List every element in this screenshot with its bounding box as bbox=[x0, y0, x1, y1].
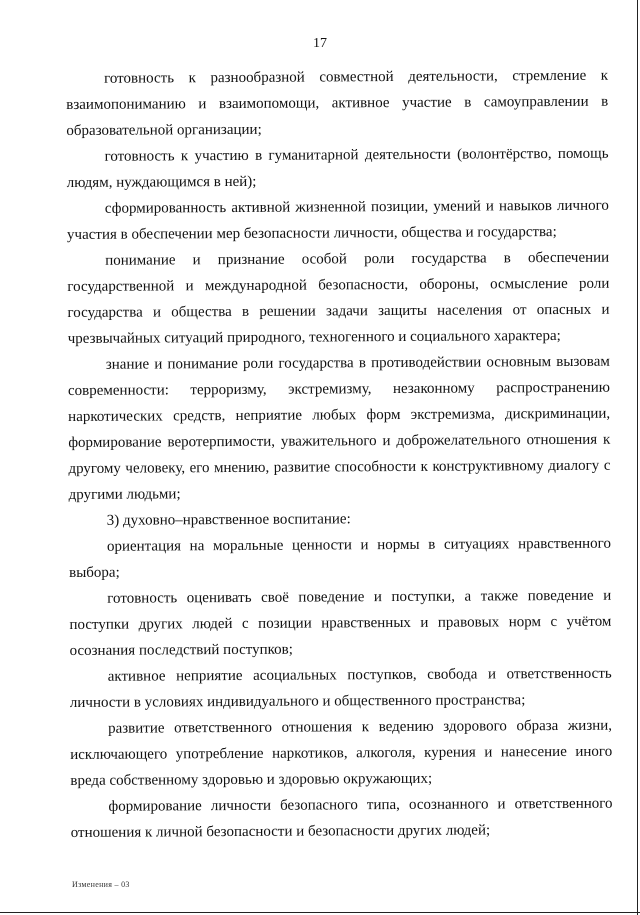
page-number: 17 bbox=[313, 36, 327, 51]
paragraph: готовность к разнообразной совместной деятельности, стремление к взаимопониманию и взаимопомощи, активное участие в самоуправлении в образовательной организации; bbox=[66, 67, 609, 139]
paragraph: активное неприятие асоциальных поступков, свобода и ответственность личности в условиях индивидуального и общественного пространства; bbox=[69, 665, 612, 711]
scan-edge-right bbox=[637, 0, 638, 915]
paragraph: сформированность активной жизненной позиции, умений и навыков личного участия в обеспечении мер безопасности личности, общества и государства; bbox=[66, 197, 609, 243]
paragraph: понимание и признание особой роли государства в обеспечении государственной и международной безопасности, обороны, осмысление роли государства и общества в решении задачи защиты населения от опасных и чрезвычайных ситуаций природного, техногенного и социального характера; bbox=[67, 249, 610, 347]
paragraph: знание и понимание роли государства в противодействии основным вызовам современности: терроризму, экстремизму, незаконному распространению наркотических средств, неприятие любых форм экстремизма, дискриминации, формирование веротерпимости, уважительного и доброжелательного отношения к другому человеку, его мнению, развитие способности к конструктивному диалогу с другими людьми; bbox=[67, 353, 611, 503]
scan-edge-bottom bbox=[0, 912, 640, 913]
footer-note: Изменения – 03 bbox=[72, 880, 130, 889]
body-text bbox=[66, 63, 613, 846]
paragraph: ориентация на моральные ценности и нормы в ситуациях нравственного выбора; bbox=[69, 535, 611, 581]
paragraph: готовность оценивать своё поведение и поступки, а также поведение и поступки других людей с позиции нравственных и правовых норм с учётом осознания последствий поступков; bbox=[69, 587, 612, 659]
paragraph: развитие ответственного отношения к ведению здорового образа жизни, исключающего употребление наркотиков, алкоголя, курения и нанесение иного вреда собственному здоровью и здоровью окружающих; bbox=[70, 717, 613, 789]
paragraph: готовность к участию в гуманитарной деятельности (волонтёрство, помощь людям, нуждающимся в ней); bbox=[66, 145, 609, 191]
section-heading: 3) духовно–нравственное воспитание: bbox=[106, 511, 351, 529]
paragraph: формирование личности безопасного типа, осознанного и ответственного отношения к личной безопасности и безопасности других людей; bbox=[70, 795, 613, 841]
